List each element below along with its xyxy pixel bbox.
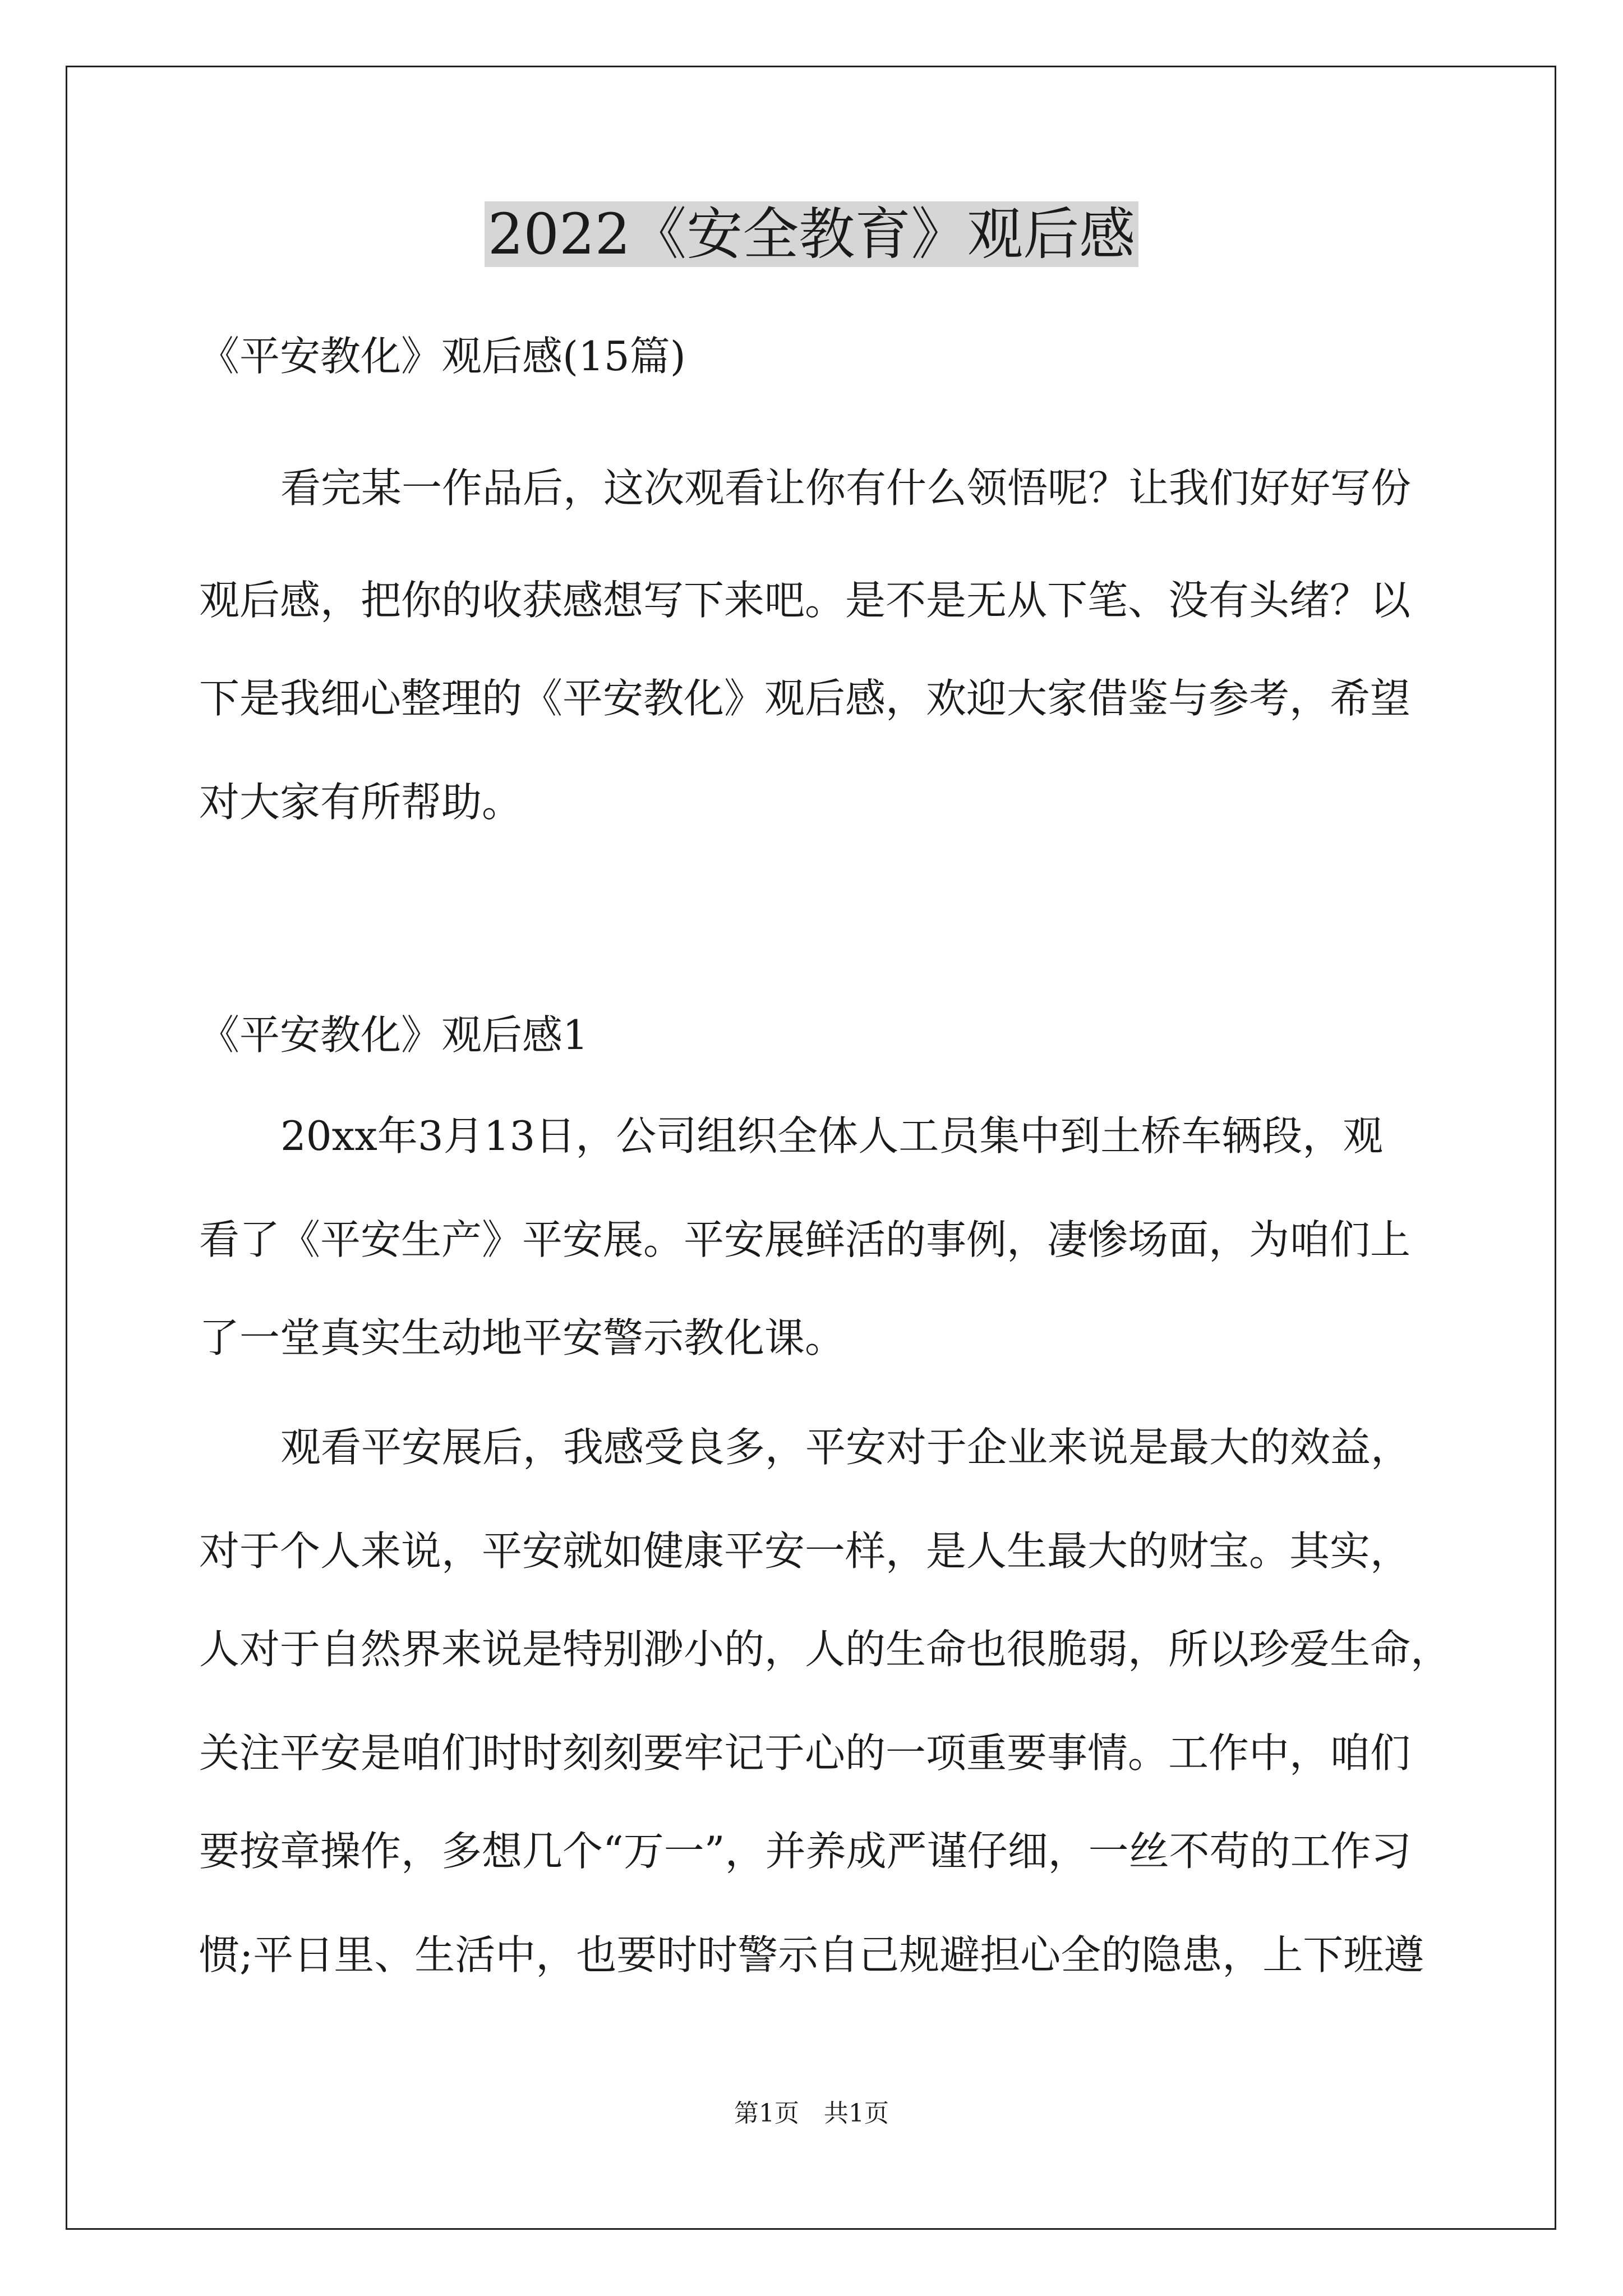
section-heading: 《平安教化》观后感1: [199, 1011, 588, 1059]
intro-line-2: 观后感，把你的收获感想写下来吧。是不是无从下笔、没有头绪？以: [199, 577, 1411, 624]
paragraph2-line-2: 对于个人来说，平安就如健康平安一样，是人生最大的财宝。其实，: [199, 1527, 1411, 1575]
intro-line-4: 对大家有所帮助。: [199, 779, 523, 826]
paragraph1-line-3: 了一堂真实生动地平安警示教化课。: [199, 1314, 846, 1361]
paragraph1-line-1: 20xx年3月13日，公司组织全体人工员集中到土桥车辆段，观: [280, 1112, 1384, 1159]
page-footer: 第1页 共1页: [734, 2099, 889, 2128]
intro-line-3: 下是我细心整理的《平安教化》观后感，欢迎大家借鉴与参考，希望: [199, 675, 1411, 722]
paragraph2-line-1: 观看平安展后，我感受良多，平安对于企业来说是最大的效益，: [280, 1424, 1412, 1471]
paragraph2-line-6: 惯;平日里、生活中，也要时时警示自己规避担心全的隐患，上下班遵: [199, 1931, 1424, 1978]
paragraph1-line-2: 看了《平安生产》平安展。平安展鲜活的事例，凄惨场面，为咱们上: [199, 1216, 1411, 1263]
document-title-text: 2022《安全教育》观后感: [485, 201, 1139, 267]
subtitle: 《平安教化》观后感(15篇): [199, 333, 686, 380]
intro-line-1: 看完某一作品后，这次观看让你有什么领悟呢？让我们好好写份: [280, 464, 1412, 512]
document-title: [0, 195, 1623, 274]
paragraph2-line-4: 关注平安是咱们时时刻刻要牢记于心的一项重要事情。工作中，咱们: [199, 1729, 1411, 1777]
paragraph2-line-5: 要按章操作，多想几个“万一”，并养成严谨仔细，一丝不苟的工作习: [199, 1828, 1412, 1875]
paragraph2-line-3: 人对于自然界来说是特别渺小的，人的生命也很脆弱，所以珍爱生命，: [199, 1626, 1451, 1673]
